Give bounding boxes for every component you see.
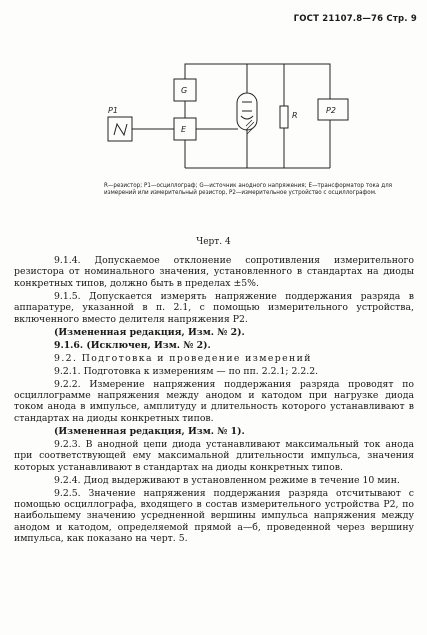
figure-caption: R—резистор; P1—осциллограф; G—источник анодного напряжения; E—трансформатор тока для измерений или измерительный резистор, P2—измерительное устройство с осциллографом. <box>104 182 392 197</box>
paragraph-9-2-4: 9.2.4. Диод выдерживают в установленном режиме в течение 10 мин. <box>54 474 400 486</box>
p2-label: P2 <box>326 106 336 115</box>
paragraph-9-2-5: 9.2.5. Значение напряжения поддержания разряда отсчитывают с помощью осциллографа, входящего в состав измерительного устройства Р2, по наибольшему значению усредненной вершины импульса напряжения между анодом и катодом, определяемой прямой а—б, проведенной через вершину импульса, как показано на черт. 5. <box>14 487 414 545</box>
e-label: E <box>181 125 187 134</box>
amendment-note: (Измененная редакция, Изм. № 2). <box>54 326 245 338</box>
paragraph-9-2-1: 9.2.1. Подготовка к измерениям — по пп. 2.2.1; 2.2.2. <box>54 365 319 377</box>
section-heading-9-2: 9.2. Подготовка и проведение измерений <box>54 352 312 364</box>
paragraph-9-1-6: 9.1.6. (Исключен, Изм. № 2). <box>54 339 211 351</box>
page-header: ГОСТ 21107.8—76 Стр. 9 <box>293 14 417 24</box>
p1-label: P1 <box>108 106 118 115</box>
paragraph-9-2-3: 9.2.3. В анодной цепи диода устанавливают максимальный ток анода при соответствующей ему максимальной длительности импульса, значения которых устанавливают в стандартах на диоды конкретных типов. <box>14 438 414 473</box>
paragraph-9-2-2: 9.2.2. Измерение напряжения поддержания разряда проводят по осциллограмме напряжения между анодом и катодом при нагрузке диода током анода в импульсе, амплитуду и длительность которого устанавливают в стандартах на диоды конкретных типов. <box>14 378 414 424</box>
r-label: R <box>292 111 298 120</box>
resistor <box>280 106 288 128</box>
amendment-note: (Измененная редакция, Изм. № 1). <box>54 425 245 437</box>
figure-label: Черт. 4 <box>196 237 231 247</box>
g-label: G <box>181 86 188 95</box>
paragraph-9-1-5: 9.1.5. Допускается измерять напряжение поддержания разряда в аппаратуре, указанной в п. 2.1, с помощью измерительного устройства, включенного вместо делителя напряжения Р2. <box>14 290 414 325</box>
document-body <box>14 255 414 546</box>
circuit-diagram <box>100 56 390 178</box>
paragraph-9-1-4: 9.1.4. Допускаемое отклонение сопротивления измерительного резистора от номинального значения, установленного в стандартах на диоды конкретных типов, должно быть в пределах ±5%. <box>14 255 414 289</box>
